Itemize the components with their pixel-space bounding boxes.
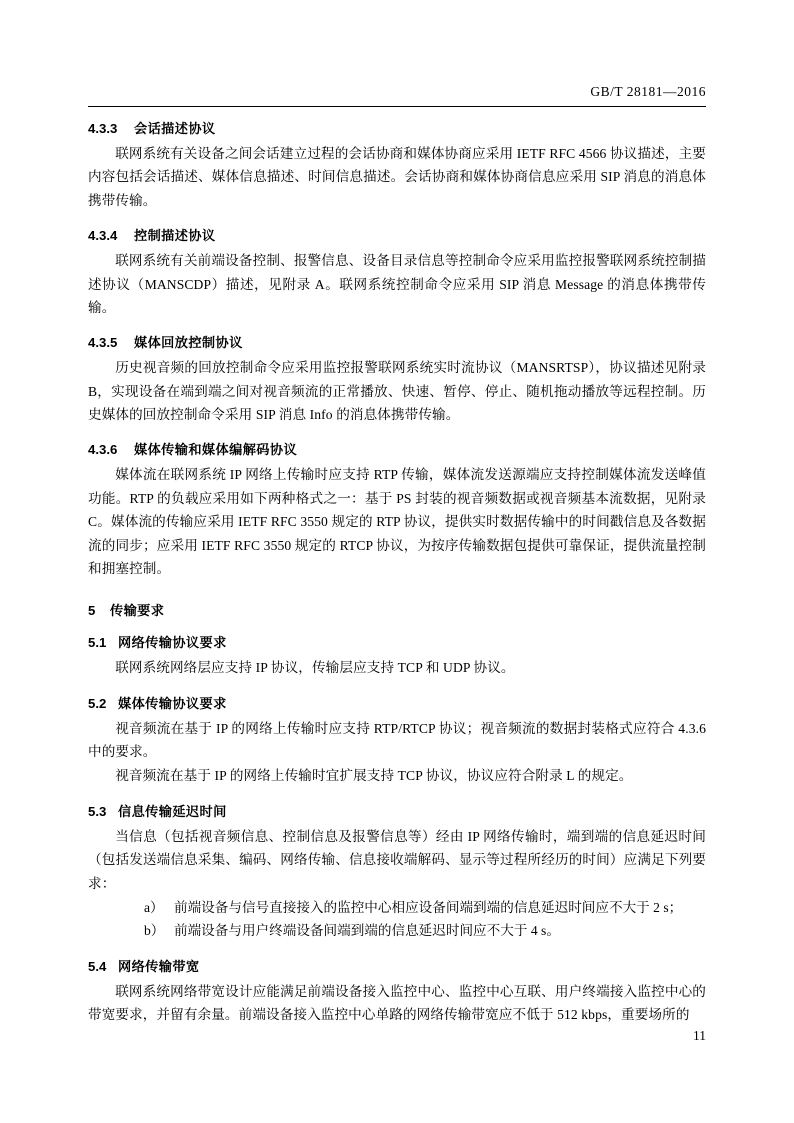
section-number: 5.3: [88, 803, 107, 819]
page-number: 11: [693, 1028, 706, 1043]
header-divider: [88, 106, 706, 107]
section-title: 媒体传输和媒体编解码协议: [134, 442, 298, 458]
section-number: 5.4: [88, 958, 107, 974]
standard-number: GB/T 28181—2016: [590, 84, 706, 99]
section-title: 网络传输带宽: [118, 958, 200, 974]
section-heading-4-3-5: [88, 332, 706, 351]
list-item-text: 前端设备与用户终端设备间端到端的信息延迟时间应不大于 4 s。: [174, 923, 560, 939]
list-item-label: b）: [144, 923, 165, 939]
paragraph: 历史视音频的回放控制命令应采用监控报警联网系统实时流协议（MANSRTSP），协议描述见附录 B，实现设备在端到端之间对视音频流的正常播放、快速、暂停、停止、随机拖动播放等远程控制。历史媒体的回放控制命令采用 SIP 消息 Info 的消息体携带传输。: [88, 360, 706, 422]
section-number: 5: [88, 603, 96, 619]
section-number: 4.3.3: [88, 121, 118, 136]
section-heading-5-4: [88, 956, 706, 975]
section-title: 传输要求: [110, 603, 165, 619]
list-item-text: 前端设备与信号直接接入的监控中心相应设备间端到端的信息延迟时间应不大于 2 s；: [174, 899, 683, 915]
section-heading-4-3-6: [88, 439, 706, 458]
section-number: 5.1: [88, 635, 107, 651]
paragraph: 视音频流在基于 IP 的网络上传输时宜扩展支持 TCP 协议，协议应符合附录 L 的规定。: [115, 768, 633, 784]
section-heading-5-2: [88, 693, 706, 712]
section-title: 信息传输延迟时间: [118, 803, 227, 819]
section-heading-4-3-4: [88, 225, 706, 244]
section-number: 4.3.6: [88, 442, 118, 458]
section-number: 5.2: [88, 695, 107, 711]
section-heading-4-3-3: [88, 118, 706, 137]
list-item: [88, 896, 706, 919]
section-title: 媒体回放控制协议: [134, 335, 243, 351]
paragraph: 媒体流在联网系统 IP 网络上传输时应支持 RTP 传输，媒体流发送源端应支持控制媒体流发送峰值功能。RTP 的负载应采用如下两种格式之一：基于 PS 封装的视音频数据或视音频基本流数据，见附录 C。媒体流的传输应采用 IETF RFC 3550 规定的 RTP 协议，提供实时数据传输中的时间戳信息及各数据流的同步；应采用 IETF RFC 3550 规定的 RTCP 协议，为按序传输数据包提供可靠保证，提供流量控制和拥塞控制。: [88, 467, 706, 576]
paragraph: 联网系统网络层应支持 IP 协议，传输层应支持 TCP 和 UDP 协议。: [115, 660, 515, 676]
section-title: 控制描述协议: [134, 228, 216, 244]
section-title: 会话描述协议: [134, 121, 216, 136]
list-item: [88, 919, 706, 942]
section-title: 媒体传输协议要求: [118, 695, 227, 711]
page-header: [88, 84, 706, 106]
list-item-label: a）: [144, 899, 164, 915]
section-number: 4.3.5: [88, 335, 118, 351]
section-heading-5-1: [88, 632, 706, 651]
paragraph: 联网系统有关前端设备控制、报警信息、设备目录信息等控制命令应采用监控报警联网系统控制描述协议（MANSCDP）描述，见附录 A。联网系统控制命令应采用 SIP 消息 Message 的消息体携带传输。: [88, 253, 706, 315]
section-number: 4.3.4: [88, 228, 118, 244]
section-heading-5: [88, 600, 706, 619]
paragraph: 联网系统有关设备之间会话建立过程的会话协商和媒体协商应采用 IETF RFC 4566 协议描述，主要内容包括会话描述、媒体信息描述、时间信息描述。会话协商和媒体协商信息应采用 SIP 消息的消息体携带传输。: [88, 146, 706, 208]
section-title: 网络传输协议要求: [118, 635, 227, 651]
paragraph: 联网系统网络带宽设计应能满足前端设备接入监控中心、监控中心互联、用户终端接入监控中心的带宽要求，并留有余量。前端设备接入监控中心单路的网络传输带宽应不低于 512 kbps，重要场所的: [88, 983, 706, 1022]
paragraph: 视音频流在基于 IP 的网络上传输时应支持 RTP/RTCP 协议；视音频流的数据封装格式应符合 4.3.6 中的要求。: [88, 720, 706, 759]
document-body: [88, 118, 706, 1027]
section-heading-5-3: [88, 801, 706, 820]
paragraph: 当信息（包括视音频信息、控制信息及报警信息等）经由 IP 网络传输时，端到端的信息延迟时间（包括发送端信息采集、编码、网络传输、信息接收端解码、显示等过程所经历的时间）应满足下列要求：: [88, 828, 706, 891]
